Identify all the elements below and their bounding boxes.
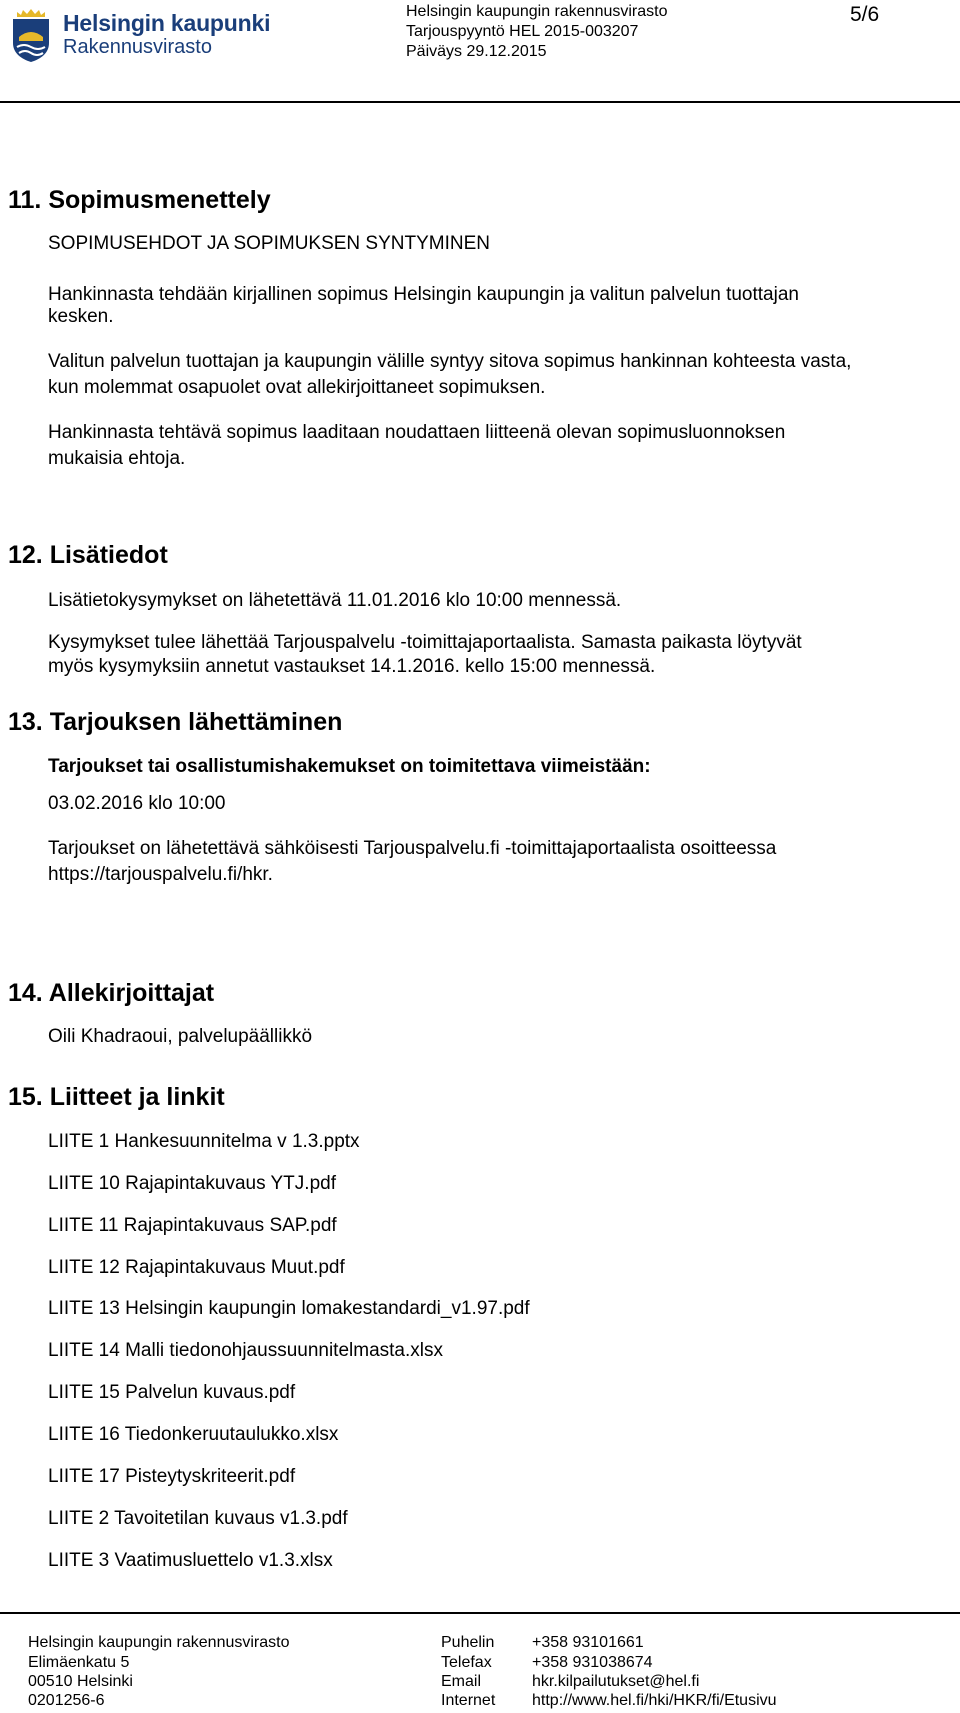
section-13-heading: 13. Tarjouksen lähettäminen [8, 708, 343, 736]
header-divider [0, 101, 960, 103]
section-11-heading: 11. Sopimusmenettely [8, 186, 271, 214]
footer-postal: 00510 Helsinki [28, 1673, 133, 1690]
section-11-para1-line1: Hankinnasta tehdään kirjallinen sopimus Helsingin kaupungin ja valitun palvelun tuottajan [48, 284, 799, 305]
footer-fax: +358 931038674 [532, 1654, 653, 1671]
footer-website-link[interactable]: http://www.hel.fi/hki/HKR/fi/Etusivu [532, 1692, 777, 1709]
footer-label-fax: Telefax [441, 1654, 492, 1671]
section-12-heading: 12. Lisätiedot [8, 541, 168, 569]
attachment-item: LIITE 15 Palvelun kuvaus.pdf [48, 1382, 296, 1403]
footer-label-email: Email [441, 1673, 482, 1690]
logo-text-department: Rakennusvirasto [63, 36, 212, 58]
footer-street: Elimäenkatu 5 [28, 1654, 130, 1671]
helsinki-crest-icon [9, 5, 53, 63]
attachment-item: LIITE 3 Vaatimusluettelo v1.3.xlsx [48, 1550, 333, 1571]
section-13-deadline-label: Tarjoukset tai osallistumishakemukset on toimitettava viimeistään: [48, 756, 651, 777]
section-12-para1: Lisätietokysymykset on lähetettävä 11.01.2016 klo 10:00 mennessä. [48, 590, 622, 611]
attachment-item: LIITE 13 Helsingin kaupungin lomakestandardi_v1.97.pdf [48, 1298, 530, 1319]
attachment-item: LIITE 1 Hankesuunnitelma v 1.3.pptx [48, 1131, 360, 1152]
section-11-subheading: SOPIMUSEHDOT JA SOPIMUKSEN SYNTYMINEN [48, 233, 491, 254]
attachment-item: LIITE 16 Tiedonkeruutaulukko.xlsx [48, 1424, 339, 1445]
section-14-heading: 14. Allekirjoittajat [8, 979, 215, 1007]
attachment-item: LIITE 11 Rajapintakuvaus SAP.pdf [48, 1215, 337, 1236]
footer-org: Helsingin kaupungin rakennusvirasto [28, 1634, 290, 1651]
attachment-item: LIITE 17 Pisteytyskriteerit.pdf [48, 1466, 296, 1487]
section-12-para2-line2: myös kysymyksiin annetut vastaukset 14.1.2016. kello 15:00 mennessä. [48, 656, 656, 677]
section-11-para2-line2: kun molemmat osapuolet ovat allekirjoittaneet sopimuksen. [48, 377, 546, 398]
attachment-item: LIITE 14 Malli tiedonohjaussuunnitelmasta.xlsx [48, 1340, 443, 1361]
section-13-para-line1: Tarjoukset on lähetettävä sähköisesti Tarjouspalvelu.fi -toimittajaportaalista osoitteessa [48, 838, 777, 859]
footer-label-phone: Puhelin [441, 1634, 495, 1651]
section-11-para1-line2: kesken. [48, 306, 114, 327]
footer-phone: +358 93101661 [532, 1634, 644, 1651]
footer-divider [0, 1612, 960, 1614]
section-11-para3-line1: Hankinnasta tehtävä sopimus laaditaan noudattaen liitteenä olevan sopimusluonnoksen [48, 422, 786, 443]
footer-business-id: 0201256-6 [28, 1692, 105, 1709]
section-15-heading: 15. Liitteet ja linkit [8, 1083, 225, 1111]
page-number: 5/6 [850, 3, 880, 26]
section-13-para-line2: https://tarjouspalvelu.fi/hkr. [48, 864, 273, 885]
section-11-para3-line2: mukaisia ehtoja. [48, 448, 186, 469]
header-date: Päiväys 29.12.2015 [406, 43, 547, 60]
section-14-signer: Oili Khadraoui, palvelupäällikkö [48, 1026, 313, 1047]
header-reference: Tarjouspyyntö HEL 2015-003207 [406, 23, 639, 40]
footer-label-internet: Internet [441, 1692, 496, 1709]
section-11-para2-line1: Valitun palvelun tuottajan ja kaupungin välille syntyy sitova sopimus hankinnan kohteesta vasta, [48, 351, 852, 372]
attachment-item: LIITE 12 Rajapintakuvaus Muut.pdf [48, 1257, 345, 1278]
section-12-para2-line1: Kysymykset tulee lähettää Tarjouspalvelu -toimittajaportaalista. Samasta paikasta löytyvät [48, 632, 802, 653]
header-org: Helsingin kaupungin rakennusvirasto [406, 3, 668, 20]
footer-email-link[interactable]: hkr.kilpailutukset@hel.fi [532, 1673, 700, 1690]
section-13-deadline: 03.02.2016 klo 10:00 [48, 793, 226, 814]
attachment-item: LIITE 2 Tavoitetilan kuvaus v1.3.pdf [48, 1508, 348, 1529]
attachment-item: LIITE 10 Rajapintakuvaus YTJ.pdf [48, 1173, 336, 1194]
logo-text-city: Helsingin kaupunki [63, 10, 271, 36]
